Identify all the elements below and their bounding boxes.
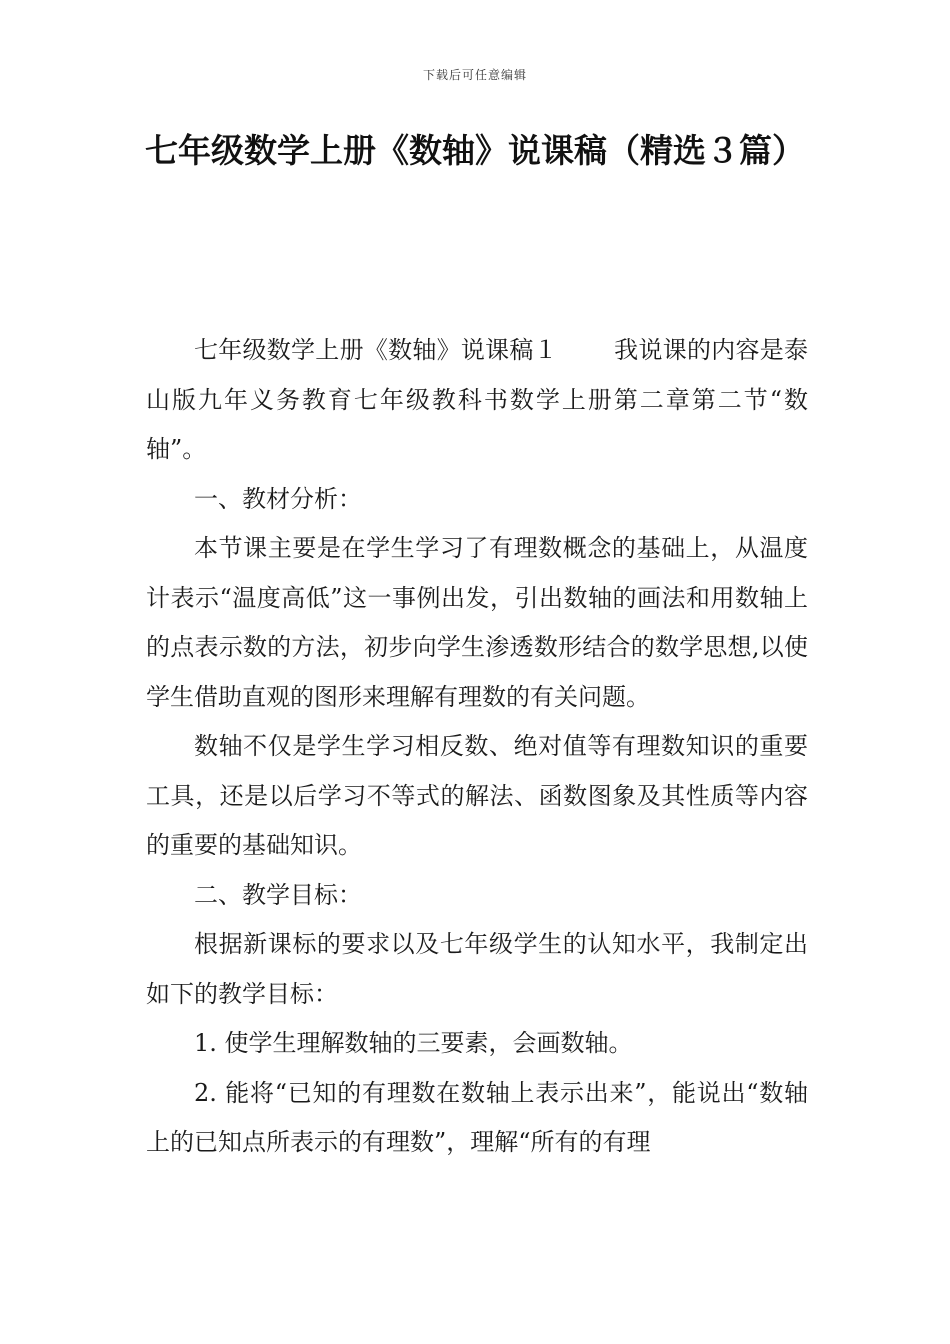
paragraph-text: 我说课的内容是泰山版九年义务教育七年级教科书数学上册第二章第二节“数轴”。	[146, 336, 809, 463]
document-title: 七年级数学上册《数轴》说课稿（精选３篇）	[145, 131, 805, 170]
paragraph-heading-1: 一、教材分析：	[194, 484, 362, 513]
document-body	[146, 326, 808, 1168]
paragraph: 根据新课标的要求以及七年级学生的认知水平，我制定出如下的教学目标：	[146, 930, 808, 1008]
paragraph-heading-2: 二、教学目标：	[194, 880, 362, 909]
paragraph-intro	[146, 326, 808, 475]
paragraph: 数轴不仅是学生学习相反数、绝对值等有理数知识的重要工具，还是以后学习不等式的解法、函数图象及其性质等内容的重要的基础知识。	[146, 732, 808, 859]
list-item: 2. 能将“已知的有理数在数轴上表示出来”，能说出“数轴上的已知点所表示的有理数”，理解“所有的有理	[146, 1078, 808, 1156]
section-heading: 七年级数学上册《数轴》说课稿１	[194, 336, 558, 364]
paragraph: 本节课主要是在学生学习了有理数概念的基础上，从温度计表示“温度高低”这一事例出发，引出数轴的画法和用数轴上的点表示数的方法，初步向学生渗透数形结合的数学思想,以使学生借助直观的图形来理解有理数的有关问题。	[146, 534, 808, 711]
header-note: 下载后可任意编辑	[422, 68, 527, 82]
list-item: 1. 使学生理解数轴的三要素，会画数轴。	[194, 1029, 633, 1057]
